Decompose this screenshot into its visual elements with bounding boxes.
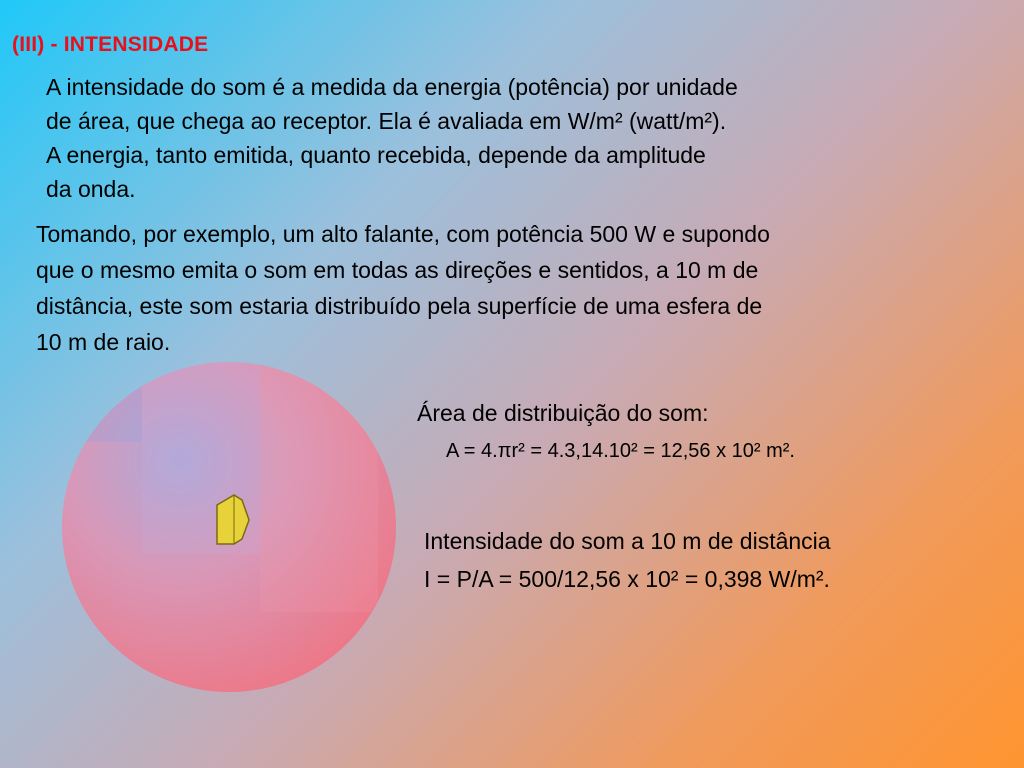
example-line: que o mesmo emita o som em todas as direções e sentidos, a 10 m de	[36, 257, 759, 283]
intro-line: A intensidade do som é a medida da energia (potência) por unidade	[46, 74, 738, 100]
area-label: Área de distribuição do som:	[417, 400, 709, 426]
intro-line: de área, que chega ao receptor. Ela é avaliada em W/m² (watt/m²).	[46, 108, 727, 134]
example-line: distância, este som estaria distribuído pela superfície de uma esfera de	[36, 293, 763, 319]
sphere-illustration	[62, 362, 396, 692]
example-line: Tomando, por exemplo, um alto falante, com potência 500 W e supondo	[36, 221, 770, 247]
slide-title: (III) - INTENSIDADE	[12, 33, 209, 56]
intro-paragraph	[46, 70, 926, 206]
intensity-label: Intensidade do som a 10 m de distância	[424, 528, 831, 554]
intro-line: da onda.	[46, 176, 136, 202]
example-paragraph	[36, 216, 956, 360]
area-formula: A = 4.πr² = 4.3,14.10² = 12,56 x 10² m².	[446, 440, 795, 462]
intro-line: A energia, tanto emitida, quanto recebida, depende da amplitude	[46, 142, 706, 168]
example-line: 10 m de raio.	[36, 329, 171, 355]
intensity-formula: I = P/A = 500/12,56 x 10² = 0,398 W/m².	[424, 566, 830, 592]
